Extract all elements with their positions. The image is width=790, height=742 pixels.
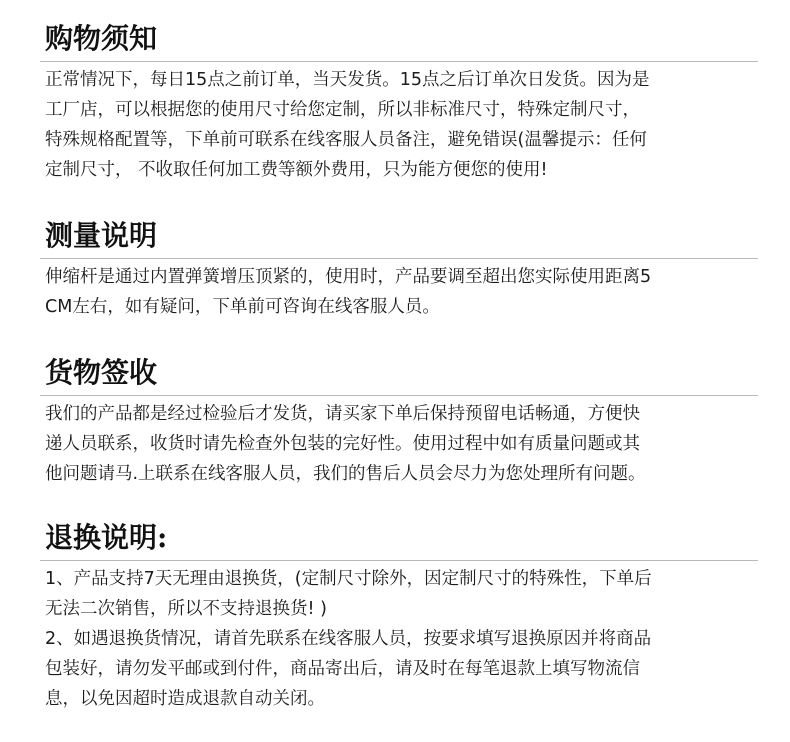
receipt-divider <box>40 395 758 396</box>
receipt-text <box>45 399 765 489</box>
measurement-text <box>45 262 765 322</box>
receipt-heading: 货物签收 <box>45 356 158 389</box>
receipt-line: 我们的产品都是经过检验后才发货，请买家下单后保持预留电话畅通，方便快 <box>45 404 640 424</box>
shopping-notice-text <box>45 65 765 185</box>
return-divider <box>40 560 758 561</box>
shopping-notice-line: 正常情况下，每日15点之前订单，当天发货。15点之后订单次日发货。因为是 <box>45 70 650 90</box>
return-heading: 退换说明: <box>45 521 168 554</box>
receipt-line: 递人员联系，收货时请先检查外包装的完好性。使用过程中如有质量问题或其 <box>45 434 640 454</box>
return-line: 无法二次销售，所以不支持退换货! ) <box>45 599 327 619</box>
return-text <box>45 564 765 714</box>
shopping-notice-divider <box>40 61 758 62</box>
measurement-line: CM左右，如有疑问，下单前可咨询在线客服人员。 <box>45 297 440 317</box>
shopping-notice-line: 工厂店，可以根据您的使用尺寸给您定制，所以非标准尺寸，特殊定制尺寸， <box>45 100 640 120</box>
return-line: 2、如遇退换货情况，请首先联系在线客服人员，按要求填写退换原因并将商品 <box>45 629 652 649</box>
return-line: 包装好，请勿发平邮或到付件，商品寄出后，请及时在每笔退款上填写物流信 <box>45 659 640 679</box>
return-line: 1、产品支持7天无理由退换货，(定制尺寸除外，因定制尺寸的特殊性，下单后 <box>45 569 652 589</box>
measurement-heading: 测量说明 <box>45 219 158 252</box>
receipt-line: 他问题请马.上联系在线客服人员，我们的售后人员会尽力为您处理所有问题。 <box>45 464 646 484</box>
measurement-divider <box>40 258 758 259</box>
measurement-line: 伸缩杆是通过内置弹簧增压顶紧的，使用时，产品要调至超出您实际使用距离5 <box>45 267 652 287</box>
shopping-notice-line: 定制尺寸， 不收取任何加工费等额外费用，只为能方便您的使用! <box>45 160 548 180</box>
shopping-notice-line: 特殊规格配置等，下单前可联系在线客服人员备注，避免错误(温馨提示：任何 <box>45 130 647 150</box>
return-line: 息，以免因超时造成退款自动关闭。 <box>45 689 325 709</box>
shopping-notice-heading: 购物须知 <box>45 22 158 55</box>
